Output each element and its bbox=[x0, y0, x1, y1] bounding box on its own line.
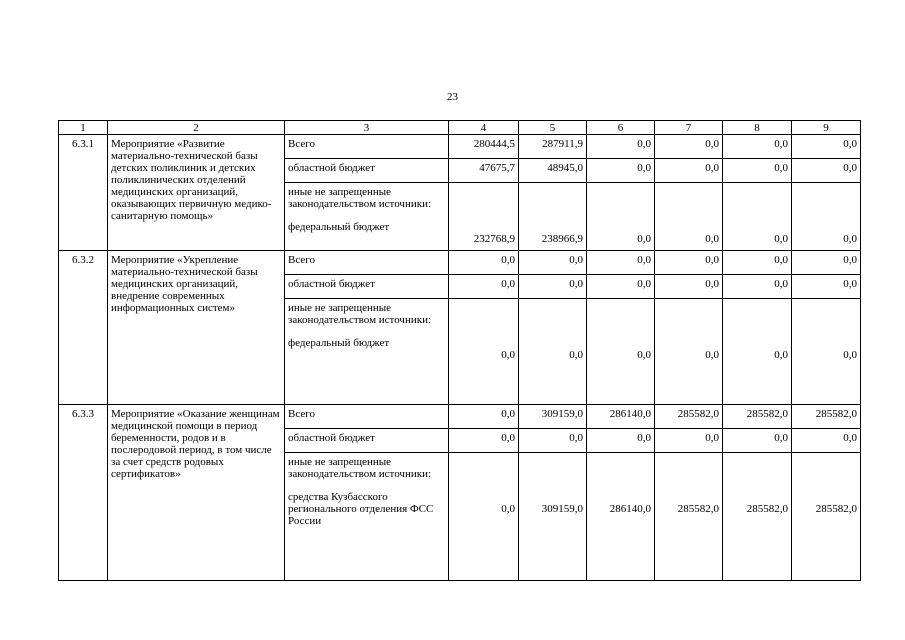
value-cell bbox=[792, 453, 861, 581]
value-cell bbox=[655, 453, 723, 581]
value-spacer bbox=[590, 186, 651, 233]
header-cell: 4 bbox=[449, 121, 519, 135]
value-cell: 0,0 bbox=[792, 429, 861, 453]
value-cell: 0,0 bbox=[519, 275, 587, 299]
value-cell bbox=[723, 453, 792, 581]
value-cell bbox=[587, 453, 655, 581]
value-cell: 285582,0 bbox=[792, 405, 861, 429]
table-body bbox=[59, 121, 861, 581]
value-cell: 0,0 bbox=[587, 159, 655, 183]
value-cell: 0,0 bbox=[792, 251, 861, 275]
value-cell bbox=[449, 299, 519, 405]
item-code: 6.3.2 bbox=[59, 251, 108, 405]
value-cell: 285582,0 bbox=[723, 405, 792, 429]
value-text: 0,0 bbox=[774, 233, 788, 245]
value-cell: 286140,0 bbox=[587, 405, 655, 429]
funding-source-cell: Всего bbox=[285, 251, 449, 275]
value-cell: 0,0 bbox=[723, 251, 792, 275]
value-text: 285582,0 bbox=[677, 503, 719, 515]
header-cell: 7 bbox=[655, 121, 723, 135]
funding-source-cell bbox=[285, 183, 449, 251]
value-cell bbox=[519, 299, 587, 405]
value-cell: 0,0 bbox=[587, 135, 655, 159]
funding-source-cell bbox=[285, 299, 449, 405]
value-text: 0,0 bbox=[501, 349, 515, 361]
header-cell: 2 bbox=[108, 121, 285, 135]
value-text: 285582,0 bbox=[815, 503, 857, 515]
funding-source-cell bbox=[285, 453, 449, 581]
value-text: 0,0 bbox=[569, 349, 583, 361]
value-cell bbox=[655, 299, 723, 405]
value-cell: 0,0 bbox=[792, 275, 861, 299]
value-cell bbox=[723, 299, 792, 405]
value-spacer bbox=[726, 456, 788, 503]
header-cell: 8 bbox=[723, 121, 792, 135]
value-cell: 309159,0 bbox=[519, 405, 587, 429]
value-spacer bbox=[658, 456, 719, 503]
value-cell: 0,0 bbox=[449, 429, 519, 453]
value-text: 232768,9 bbox=[473, 233, 515, 245]
value-text: 238966,9 bbox=[541, 233, 583, 245]
funding-source-cell: областной бюджет bbox=[285, 429, 449, 453]
value-cell: 0,0 bbox=[723, 159, 792, 183]
value-cell: 0,0 bbox=[587, 275, 655, 299]
value-spacer bbox=[522, 456, 583, 503]
header-cell: 6 bbox=[587, 121, 655, 135]
value-cell bbox=[519, 453, 587, 581]
value-cell: 280444,5 bbox=[449, 135, 519, 159]
value-cell bbox=[587, 299, 655, 405]
value-text: 0,0 bbox=[705, 349, 719, 361]
value-spacer bbox=[590, 302, 651, 349]
value-spacer bbox=[522, 186, 583, 233]
value-text: 0,0 bbox=[705, 233, 719, 245]
funding-source-cell: областной бюджет bbox=[285, 159, 449, 183]
funding-source-cell: областной бюджет bbox=[285, 275, 449, 299]
header-cell: 5 bbox=[519, 121, 587, 135]
value-cell: 285582,0 bbox=[655, 405, 723, 429]
value-spacer bbox=[795, 302, 857, 349]
funding-source-label: иные не запрещенные законодательством источники: bbox=[288, 302, 432, 326]
value-cell: 0,0 bbox=[449, 251, 519, 275]
funding-source-label: иные не запрещенные законодательством источники: bbox=[288, 456, 432, 480]
page-number: 23 bbox=[447, 91, 458, 103]
value-spacer bbox=[452, 186, 515, 233]
value-cell bbox=[792, 183, 861, 251]
value-text: 0,0 bbox=[774, 349, 788, 361]
value-cell: 0,0 bbox=[792, 159, 861, 183]
header-cell: 3 bbox=[285, 121, 449, 135]
item-code: 6.3.3 bbox=[59, 405, 108, 581]
funding-source-sublabel: федеральный бюджет bbox=[288, 337, 390, 349]
funding-source-sublabel: федеральный бюджет bbox=[288, 221, 390, 233]
value-cell: 287911,9 bbox=[519, 135, 587, 159]
value-cell bbox=[587, 183, 655, 251]
value-cell bbox=[519, 183, 587, 251]
value-spacer bbox=[795, 456, 857, 503]
value-cell: 0,0 bbox=[723, 275, 792, 299]
value-cell: 0,0 bbox=[655, 251, 723, 275]
header-cell: 9 bbox=[792, 121, 861, 135]
value-spacer bbox=[522, 302, 583, 349]
funding-source-sublabel: средства Кузбасского регионального отделения ФСС России bbox=[288, 491, 434, 527]
value-cell: 0,0 bbox=[655, 429, 723, 453]
funding-source-cell: Всего bbox=[285, 405, 449, 429]
budget-table bbox=[58, 120, 861, 581]
header-cell: 1 bbox=[59, 121, 108, 135]
value-cell bbox=[449, 453, 519, 581]
value-cell: 0,0 bbox=[587, 251, 655, 275]
table-row bbox=[59, 251, 861, 275]
value-spacer bbox=[658, 186, 719, 233]
header-row bbox=[59, 121, 861, 135]
value-cell bbox=[449, 183, 519, 251]
item-code: 6.3.1 bbox=[59, 135, 108, 251]
value-cell: 0,0 bbox=[655, 135, 723, 159]
value-spacer bbox=[452, 456, 515, 503]
value-cell: 0,0 bbox=[792, 135, 861, 159]
value-cell bbox=[792, 299, 861, 405]
value-cell: 0,0 bbox=[655, 275, 723, 299]
value-text: 0,0 bbox=[843, 233, 857, 245]
value-text: 0,0 bbox=[843, 349, 857, 361]
item-title: Мероприятие «Развитие материально-технической базы детских поликлиник и детских поликлинических отделений медицинских организаций, оказывающих первичную медико-санитарную помощь» bbox=[108, 135, 285, 251]
value-text: 0,0 bbox=[637, 233, 651, 245]
value-cell: 48945,0 bbox=[519, 159, 587, 183]
table-row bbox=[59, 405, 861, 429]
value-cell: 0,0 bbox=[655, 159, 723, 183]
table-row bbox=[59, 135, 861, 159]
funding-source-cell: Всего bbox=[285, 135, 449, 159]
value-spacer bbox=[795, 186, 857, 233]
value-text: 285582,0 bbox=[746, 503, 788, 515]
value-cell: 0,0 bbox=[519, 429, 587, 453]
value-cell: 0,0 bbox=[723, 135, 792, 159]
value-cell bbox=[723, 183, 792, 251]
value-spacer bbox=[590, 456, 651, 503]
value-cell: 0,0 bbox=[449, 275, 519, 299]
value-text: 0,0 bbox=[501, 503, 515, 515]
item-title: Мероприятие «Оказание женщинам медицинской помощи в период беременности, родов и в послеродовой период, в том числе за счет средств родовых сертификатов» bbox=[108, 405, 285, 581]
value-spacer bbox=[452, 302, 515, 349]
value-text: 286140,0 bbox=[609, 503, 651, 515]
funding-source-label: иные не запрещенные законодательством источники: bbox=[288, 186, 432, 210]
item-title: Мероприятие «Укрепление материально-технической базы медицинских организаций, внедрение современных информационных систем» bbox=[108, 251, 285, 405]
value-text: 309159,0 bbox=[541, 503, 583, 515]
value-text: 0,0 bbox=[637, 349, 651, 361]
value-spacer bbox=[658, 302, 719, 349]
value-cell: 47675,7 bbox=[449, 159, 519, 183]
value-cell: 0,0 bbox=[587, 429, 655, 453]
value-cell: 0,0 bbox=[449, 405, 519, 429]
value-spacer bbox=[726, 186, 788, 233]
value-cell: 0,0 bbox=[519, 251, 587, 275]
value-cell: 0,0 bbox=[723, 429, 792, 453]
value-spacer bbox=[726, 302, 788, 349]
value-cell bbox=[655, 183, 723, 251]
